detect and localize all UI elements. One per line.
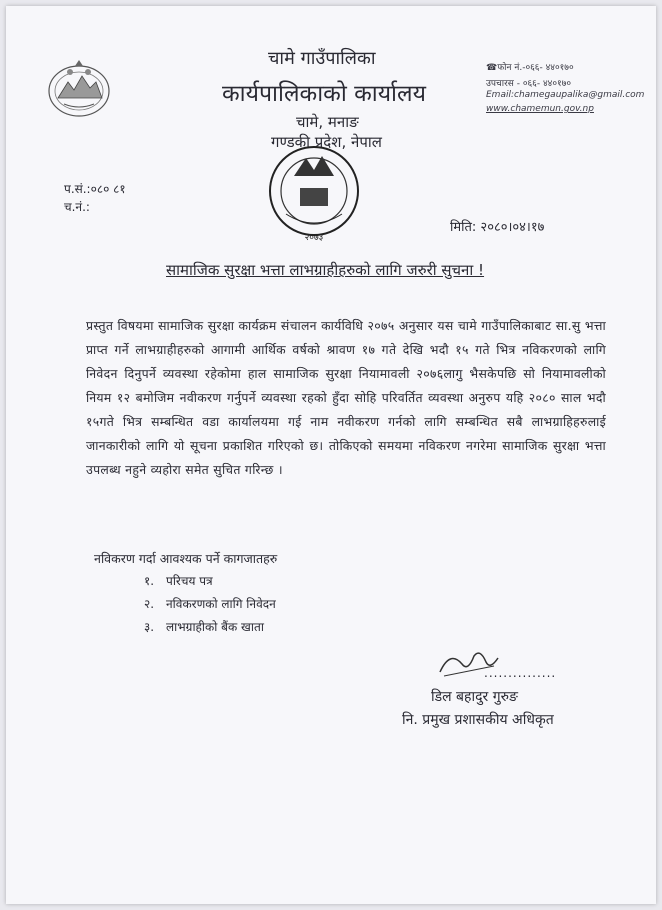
signatory-name: डिल बहादुर गुरुङ [431, 689, 518, 705]
dispatch-number: च.नं.: [64, 200, 90, 214]
notice-subject: सामाजिक सुरक्षा भत्ता लाभग्राहीहरुको लागि जरुरी सुचना ! [166, 261, 485, 279]
list-item-label: परिचय पत्र [166, 574, 213, 588]
list-item-number: १. [144, 574, 155, 588]
list-item [6, 618, 606, 638]
fax-number: उपचारस - ०६६- ४४०१७० [486, 79, 572, 89]
letter-date: मिति: २०८०।०४।१७ [450, 220, 545, 235]
phone-number: ☎फोन नं.-०६६- ४४०१७० [486, 63, 574, 73]
list-item-number: ३. [144, 620, 155, 634]
list-item-label: लाभग्राहीको बैंक खाता [166, 620, 264, 634]
official-seal-stamp [264, 136, 364, 246]
website-link[interactable]: www.chamemun.gov.np [486, 104, 594, 114]
nepal-emblem-logo [44, 58, 114, 120]
office-location: चामे, मनाङ [296, 113, 359, 131]
signature-line: ............... [484, 666, 557, 680]
svg-text:२०७३: २०७३ [304, 233, 324, 243]
required-documents-title: नविकरण गर्दा आवश्यक पर्ने कागजातहरु [94, 551, 278, 566]
province-country: गण्डकी प्रदेश, नेपाल [271, 133, 382, 151]
list-item [6, 595, 606, 615]
list-item [6, 572, 606, 592]
signatory-title: नि. प्रमुख प्रशासकीय अधिकृत [402, 712, 554, 728]
letter-page [6, 6, 656, 904]
list-item-label: नविकरणको लागि निवेदन [166, 597, 276, 611]
reference-number: प.सं.:०८० ८१ [64, 182, 126, 196]
office-name: कार्यपालिकाको कार्यालय [222, 81, 426, 107]
email-address[interactable]: Email:chamegaupalika@gmail.com [486, 90, 645, 100]
list-item-number: २. [144, 597, 155, 611]
municipality-name: चामे गाउँपालिका [268, 48, 376, 69]
notice-body: प्रस्तुत विषयमा सामाजिक सुरक्षा कार्यक्रम संचालन कार्यविधि २०७५ अनुसार यस चामे गाउँपालिकाबाट सा.सु भत्ता प्राप्त गर्ने लाभग्राहीहरुको आगामी आर्थिक वर्षको श्रावण १७ गते देखि भदौ १५ गते भित्र नविकरणको लागि निवेदन दिनुपर्ने व्यवस्था रहेकोमा हाल सामाजिक सुरक्षा नियामावली २०७६लागु भैसकेपछि सो नियामावलीको नियम १२ बमोजिम नवीकरण गर्नुपर्ने व्यवस्था रहको हुँदा सोहि परिवर्तित व्यवस्था अनुरुप यहि २०८० साल भदौ १५गते भित्र सम्बन्धित वडा कार्यालयमा गई नाम नवीकरण गर्नको लागि सम्बन्धित सबै लाभग्राहिहरुलाई जानकारीको लागि यो सूचना प्रकाशित गरिएको छ। तोकिएको समयमा नविकरण नगरेमा सामाजिक सुरक्षा भत्ता उपलब्ध नहुने व्यहोरा समेत सुचित गरिन्छ । [86, 318, 606, 477]
